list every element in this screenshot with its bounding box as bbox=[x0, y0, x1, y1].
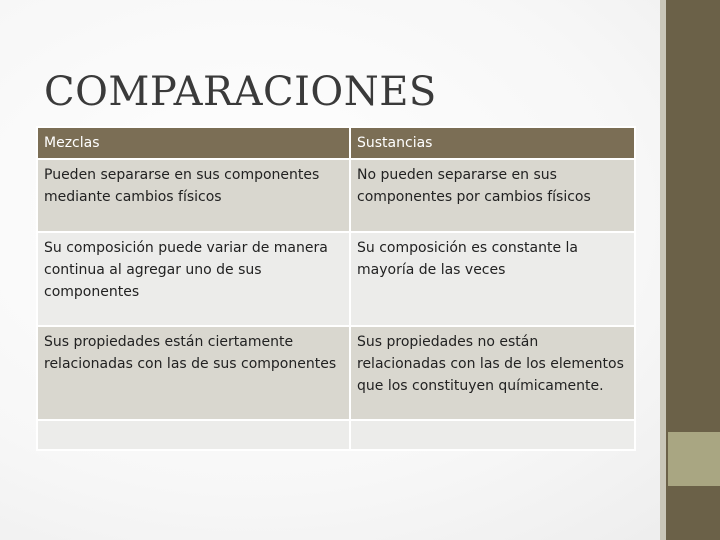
table-cell: Sus propiedades están ciertamente relacionadas con las de sus componentes bbox=[37, 326, 350, 420]
side-accent-block bbox=[668, 432, 720, 486]
comparison-table bbox=[36, 126, 636, 451]
table-cell: No pueden separarse en sus componentes por cambios físicos bbox=[350, 159, 635, 232]
table-header-row bbox=[37, 127, 635, 159]
table-row bbox=[37, 326, 635, 420]
table-row bbox=[37, 232, 635, 326]
table-row-empty bbox=[37, 420, 635, 450]
table-row bbox=[37, 159, 635, 232]
table-cell: Su composición es constante la mayoría de las veces bbox=[350, 232, 635, 326]
table-cell: Sus propiedades no están relacionadas con las de los elementos que los constituyen químicamente. bbox=[350, 326, 635, 420]
slide-title: COMPARACIONES bbox=[44, 68, 437, 115]
table-cell bbox=[37, 420, 350, 450]
table-cell: Su composición puede variar de manera continua al agregar uno de sus componentes bbox=[37, 232, 350, 326]
header-sustancias: Sustancias bbox=[350, 127, 635, 159]
table-cell bbox=[350, 420, 635, 450]
table-cell: Pueden separarse en sus componentes mediante cambios físicos bbox=[37, 159, 350, 232]
side-bottom-block bbox=[668, 486, 720, 540]
header-mezclas: Mezclas bbox=[37, 127, 350, 159]
